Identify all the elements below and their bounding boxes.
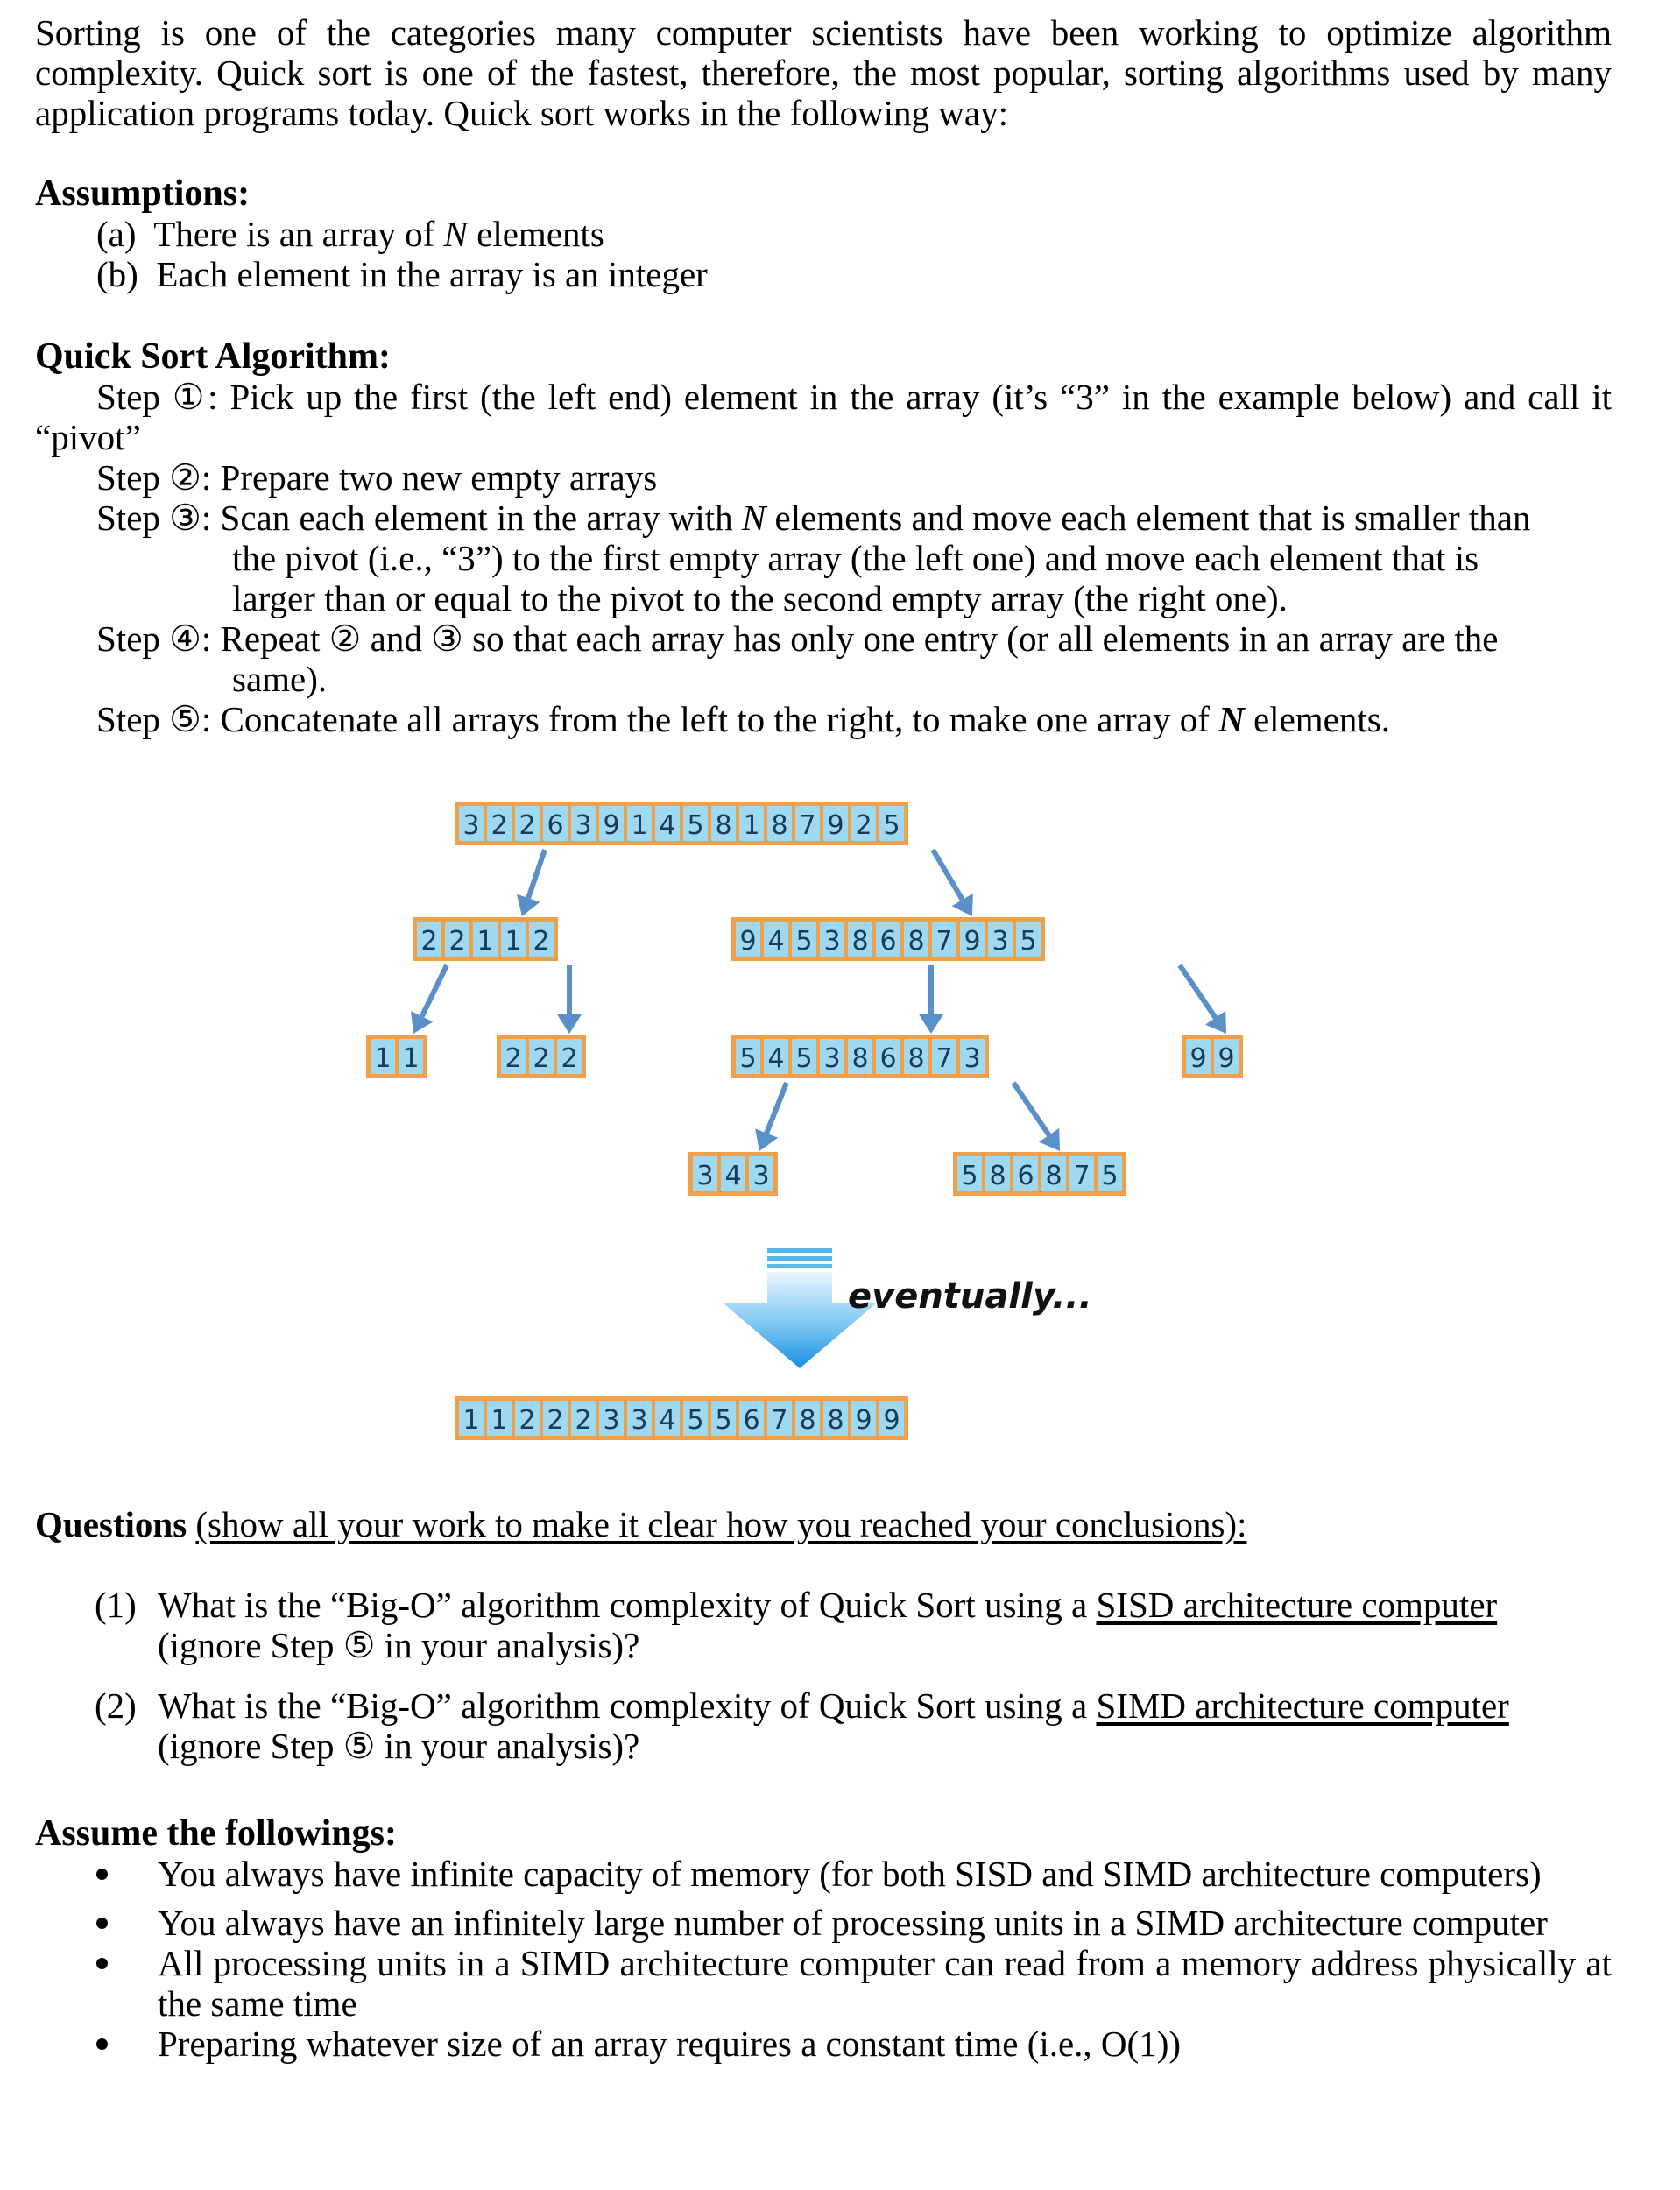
array-cell-value: 2 (519, 1405, 536, 1436)
array-l2-b (497, 1035, 586, 1078)
array-cell-value: 1 (491, 1405, 508, 1436)
array-cell-value: 4 (724, 1161, 742, 1191)
question-1: (1) What is the “Big-O” algorithm complexity of Quick Sort using a SISD architecture computer (ignore Step ⑤ in your analysis)? (95, 1585, 1498, 1665)
array-cell-value: 8 (715, 810, 732, 841)
array-cell-value: 3 (752, 1161, 770, 1191)
array-cell-value: 3 (823, 1043, 841, 1074)
split-arrow-icon (517, 850, 545, 916)
bullet-icon (96, 1958, 108, 1969)
assume-list (35, 1854, 1612, 2064)
array-cell-value: 3 (992, 926, 1009, 957)
step-3: Step ③: Scan each element in the array with N elements and move each element that is smaller than (96, 498, 1531, 538)
array-l1-left (413, 917, 558, 961)
array-cell-value: 3 (462, 810, 480, 841)
array-cell-value: 8 (771, 810, 788, 841)
array-cell-value: 2 (519, 810, 536, 841)
array-cell-value: 7 (771, 1405, 788, 1436)
eventually-label: eventually... (848, 1276, 1092, 1317)
bullet-icon (96, 1869, 108, 1880)
array-cell-value: 3 (823, 926, 841, 957)
array-cell-value: 5 (795, 1043, 813, 1074)
array-cell-value: 2 (491, 810, 508, 841)
array-cell-value: 8 (851, 926, 869, 957)
array-l2-c (731, 1035, 989, 1078)
array-cell-value: 4 (767, 926, 785, 957)
step-4: Step ④: Repeat ② and ③ so that each array has only one entry (or all elements in an array are the (96, 618, 1499, 659)
array-cell-value: 1 (631, 810, 648, 841)
array-l2-d (1182, 1035, 1243, 1078)
array-cell-value: 3 (603, 1405, 620, 1436)
assumptions-heading: Assumptions: (35, 173, 251, 214)
step-5: Step ⑤: Concatenate all arrays from the left to the right, to make one array of N elements. (96, 699, 1390, 739)
array-l3-b (953, 1152, 1126, 1196)
array-cell-value: 9 (1218, 1043, 1235, 1074)
array-cell-value: 6 (879, 926, 897, 957)
array-cell-value: 8 (907, 926, 925, 957)
split-arrow-icon (557, 965, 582, 1034)
algorithm-heading: Quick Sort Algorithm: (35, 336, 391, 377)
array-cell-value: 7 (799, 810, 816, 841)
array-cell-value: 5 (739, 1043, 757, 1074)
array-cell-value: 2 (505, 1043, 522, 1074)
array-cell-value: 5 (687, 810, 704, 841)
assume-section (35, 1813, 1612, 2064)
step-1: Step ①: Pick up the first (the left end) element in the array (it’s “3” in the example below) and call it “pivot” (35, 377, 1612, 457)
array-cell-value: 9 (964, 926, 981, 957)
array-cell-value: 5 (715, 1405, 732, 1436)
step-3-cont-1: the pivot (i.e., “3”) to the first empty array (the left one) and move each element that is (232, 538, 1479, 578)
array-cell-value: 8 (1045, 1161, 1062, 1191)
assume-item: Preparing whatever size of an array requires a constant time (i.e., O(1)) (35, 2024, 1612, 2064)
array-cell-value: 2 (533, 1043, 550, 1074)
array-cell-value: 7 (935, 926, 953, 957)
array-cell-value: 1 (476, 926, 494, 957)
array-cell-value: 3 (631, 1405, 648, 1436)
array-cell-value: 1 (743, 810, 760, 841)
assumption-b: (b) Each element in the array is an integer (96, 254, 708, 294)
split-arrow-icon (755, 1083, 787, 1151)
assume-heading: Assume the followings: (35, 1813, 398, 1854)
array-cell-value: 5 (961, 1161, 978, 1191)
array-cell-value: 3 (575, 810, 592, 841)
array-cell-value: 4 (767, 1043, 785, 1074)
array-l3-a (688, 1152, 778, 1196)
array-cell-value: 7 (935, 1043, 953, 1074)
array-cell-value: 9 (603, 810, 620, 841)
array-cell-value: 1 (462, 1405, 480, 1436)
array-cell-value: 8 (827, 1405, 844, 1436)
question-2: (2) What is the “Big-O” algorithm complexity of Quick Sort using a SIMD architecture computer (ignore Step ⑤ in your analysis)? (95, 1685, 1509, 1766)
array-cell-value: 9 (855, 1405, 872, 1436)
array-cell-value: 8 (907, 1043, 925, 1074)
array-cell-value: 3 (964, 1043, 981, 1074)
array-cell-value: 6 (1017, 1161, 1034, 1191)
array-cell-value: 4 (659, 1405, 676, 1436)
array-cell-value: 5 (795, 926, 813, 957)
bullet-icon (96, 1918, 108, 1929)
split-arrow-icon (919, 965, 943, 1034)
assume-item: You always have an infinitely large number of processing units in a SIMD architecture computer (35, 1903, 1612, 1943)
array-root (455, 802, 908, 845)
array-cell-value: 2 (855, 810, 872, 841)
split-arrow-icon (933, 850, 973, 916)
questions-heading: Questions (show all your work to make it clear how you reached your conclusions): (35, 1504, 1247, 1544)
array-cell-value: 8 (799, 1405, 816, 1436)
array-final (455, 1396, 908, 1440)
array-cell-value: 8 (989, 1161, 1006, 1191)
split-arrow-icon (411, 965, 447, 1034)
array-cell-value: 9 (883, 1405, 900, 1436)
array-cell-value: 5 (1020, 926, 1037, 957)
step-2: Step ②: Prepare two new empty arrays (96, 457, 658, 498)
array-cell-value: 1 (402, 1043, 420, 1074)
array-cell-value: 2 (448, 926, 466, 957)
array-cell-value: 1 (374, 1043, 392, 1074)
array-cell-value: 2 (561, 1043, 578, 1074)
array-cell-value: 3 (696, 1161, 714, 1191)
split-arrow-icon (1013, 1083, 1060, 1151)
array-cell-value: 5 (883, 810, 900, 841)
bullet-icon (96, 2038, 108, 2050)
array-cell-value: 5 (687, 1405, 704, 1436)
intro-paragraph: Sorting is one of the categories many computer scientists have been working to optimize algorithm complexity. Quick sort is one of the fastest, therefore, the most popular, sorting algorithms used by many application programs today. Quick sort works in the following way: (35, 12, 1612, 133)
step-4-cont: same). (232, 659, 328, 699)
array-cell-value: 5 (1101, 1161, 1119, 1191)
array-cell-value: 6 (547, 810, 564, 841)
array-cell-value: 2 (533, 926, 550, 957)
array-cell-value: 7 (1073, 1161, 1091, 1191)
array-cell-value: 6 (879, 1043, 897, 1074)
assume-item: All processing units in a SIMD architecture computer can read from a memory address physically at the same time (35, 1943, 1612, 2024)
array-cell-value: 4 (659, 810, 676, 841)
array-cell-value: 2 (575, 1405, 592, 1436)
array-cell-value: 8 (851, 1043, 869, 1074)
array-cell-value: 6 (743, 1405, 760, 1436)
array-cell-value: 2 (420, 926, 438, 957)
array-cell-value: 1 (505, 926, 522, 957)
array-cell-value: 9 (739, 926, 757, 957)
step-3-cont-2: larger than or equal to the pivot to the second empty array (the right one). (232, 578, 1288, 618)
array-cell-value: 9 (827, 810, 844, 841)
assumption-a: (a) There is an array of N elements (96, 214, 604, 254)
split-arrow-icon (1180, 965, 1226, 1034)
array-cell-value: 2 (547, 1405, 564, 1436)
array-l2-a (366, 1035, 427, 1078)
assume-item: You always have infinite capacity of memory (for both SISD and SIMD architecture computers) (35, 1854, 1612, 1894)
array-l1-right (731, 917, 1045, 961)
array-cell-value: 9 (1189, 1043, 1207, 1074)
